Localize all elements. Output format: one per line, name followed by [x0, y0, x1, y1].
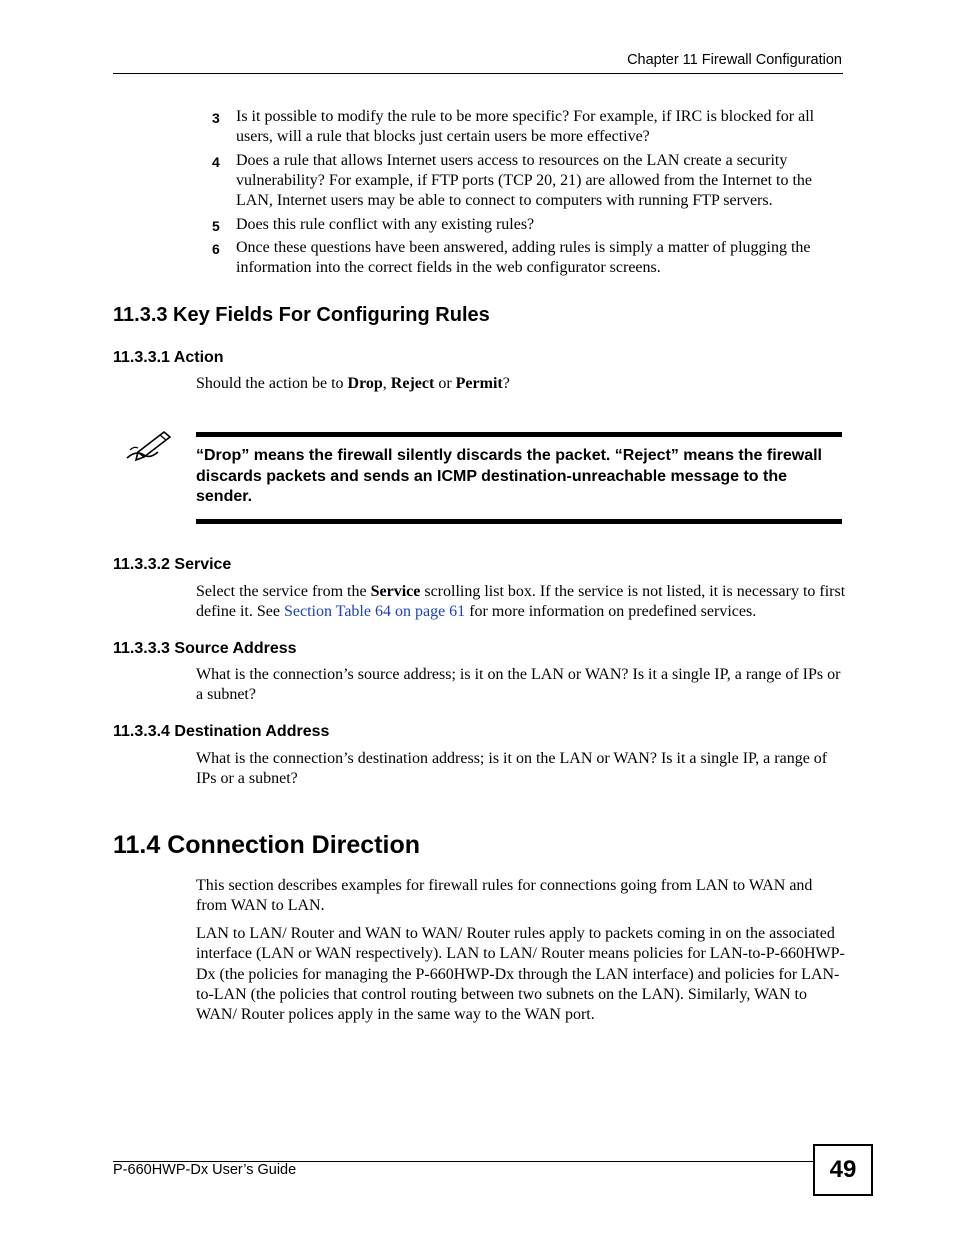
text: or: [434, 375, 456, 392]
list-item: [212, 215, 852, 235]
note-text: “Drop” means the firewall silently discards the packet. “Reject” means the firewall discards packets and sends an ICMP destination-unreachable message to the sender.: [196, 447, 822, 505]
list-number: 4: [212, 154, 220, 170]
list-number: 5: [212, 218, 220, 234]
list-text: Does this rule conflict with any existing rules?: [236, 216, 535, 233]
list-text: Is it possible to modify the rule to be more specific? For example, if IRC is blocked for all users, will a rule that blocks just certain users be more effective?: [236, 108, 815, 145]
connection-paragraph-2: LAN to LAN/ Router and WAN to WAN/ Router rules apply to packets coming in on the associated interface (LAN or WAN respectively). LAN to LAN/ Router means policies for LAN-to-P-660HWP-Dx (the policies for managing the P-660HWP-Dx through the LAN interface) and policies for LAN-to-LAN (the policies that control routing between two subnets on the LAN). Similarly, WAN to WAN/ Router polices apply in the same way to the WAN port.: [196, 925, 845, 1024]
text: for more information on predefined services.: [465, 603, 757, 621]
list-text: Once these questions have been answered, adding rules is simply a matter of plugging the information into the correct fields in the web configurator screens.: [236, 239, 811, 276]
text: Should the action be to: [196, 375, 348, 392]
list-item: [212, 238, 852, 278]
header-rule: [113, 73, 843, 74]
connection-paragraph-1: This section describes examples for firewall rules for connections going from LAN to WAN and from WAN to LAN.: [196, 877, 813, 915]
chapter-section-heading: 11.4 Connection Direction: [113, 831, 421, 859]
term-permit: Permit: [455, 375, 503, 392]
page-number: 49: [813, 1144, 873, 1196]
section-heading: 11.3.3 Key Fields For Configuring Rules: [113, 304, 490, 326]
term-drop: Drop: [347, 375, 383, 392]
source-paragraph: What is the connection’s source address; is it on the LAN or WAN? Is it a single IP, a range of IPs or a subnet?: [196, 666, 841, 704]
running-header: Chapter 11 Firewall Configuration: [627, 52, 842, 68]
text: Select the service from the: [196, 583, 371, 600]
list-number: 6: [212, 241, 220, 257]
subsection-heading-source: 11.3.3.3 Source Address: [113, 640, 297, 657]
text: ?: [502, 375, 510, 392]
footer-guide-title: P-660HWP-Dx User’s Guide: [113, 1162, 297, 1178]
subsection-heading-destination: 11.3.3.4 Destination Address: [113, 723, 330, 740]
action-paragraph: [196, 374, 846, 394]
section-link[interactable]: Section Table 64 on page 61: [283, 603, 466, 621]
text: ,: [382, 375, 391, 392]
destination-paragraph: What is the connection’s destination address; is it on the LAN or WAN? Is it a single IP, a range of IPs or a subnet?: [196, 750, 828, 788]
service-paragraph: [196, 582, 846, 623]
list-item: [212, 151, 852, 211]
text: scrolling list box. If the service is not listed, it is necessary to first define it. See: [196, 583, 846, 621]
pencil-note-icon: [124, 428, 174, 466]
term-service: Service: [370, 583, 421, 600]
subsection-heading-service: 11.3.3.2 Service: [113, 556, 232, 573]
note-top-rule: [196, 432, 842, 437]
list-text: Does a rule that allows Internet users access to resources on the LAN create a security vulnerability? For example, if FTP ports (TCP 20, 21) are allowed from the Internet to the LAN, Internet users may be able to connect to computers with running FTP servers.: [236, 152, 813, 209]
subsection-heading-action: 11.3.3.1 Action: [113, 349, 224, 366]
term-reject: Reject: [390, 375, 435, 392]
list-number: 3: [212, 110, 220, 126]
list-item: [212, 107, 852, 147]
note-bottom-rule: [196, 519, 842, 524]
